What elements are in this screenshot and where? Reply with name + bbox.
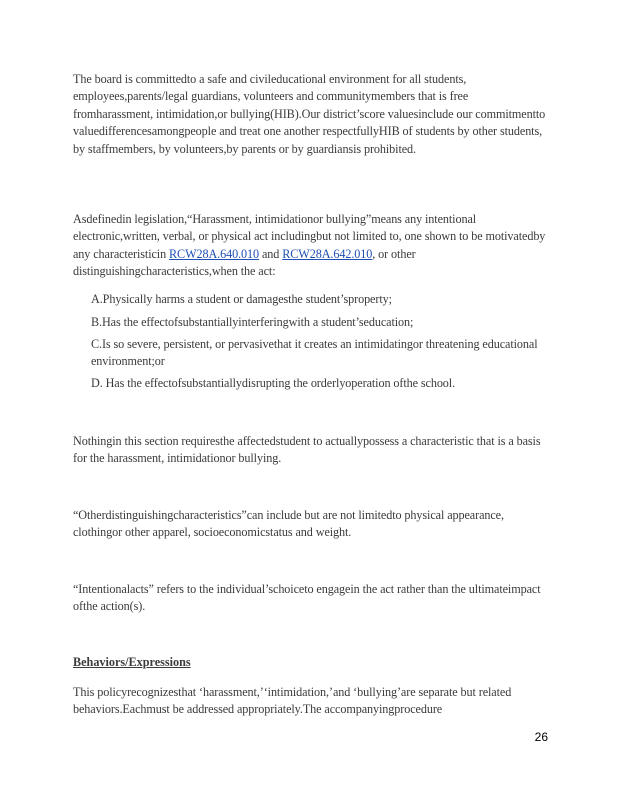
paragraph-policy-recognizes: This policyrecognizesthat ‘harassment,’‘intimidation,’and ‘bullying’are separate but related behaviors.Eachmust be addressed appropriately.The accompanyingprocedure <box>73 685 512 717</box>
paragraph-other-characteristics: “Otherdistinguishingcharacteristics”can include but are not limitedto physical appearance, clothingor other apparel, socioeconomicstatus and weight. <box>73 508 504 540</box>
definition-text-and: and <box>259 246 283 261</box>
list-item-b: B.Has the effectofsubstantiallyinterferingwith a student’seducation; <box>91 315 414 329</box>
paragraph-nothing-requires: Nothingin this section requiresthe affectedstudent to actuallypossess a characteristic that is a basis for the harassment, intimidationor bullying. <box>73 434 541 466</box>
definition-text-end: , or other distinguishingcharacteristics,when the act: <box>73 246 416 279</box>
paragraph-intentional-acts: “Intentionalacts” refers to the individual’schoiceto engagein the act rather than the ultimateimpact ofthe action(s). <box>73 582 541 614</box>
definition-text-start: Asdefinedin legislation,“Harassment, intimidationor bullying”means any intentional electronic,written, verbal, or physical act includingbut not limited to, one shown to be motivatedby any characteristicin <box>73 212 546 261</box>
paragraph-hib-definition <box>73 211 549 281</box>
list-item-a: A.Physically harms a student or damagesthe student’sproperty; <box>91 292 392 306</box>
rcw-link-640[interactable]: RCW28A.640.010 <box>169 246 260 261</box>
list-item-d: D. Has the effectofsubstantiallydisrupting the orderlyoperation ofthe school. <box>91 376 456 390</box>
paragraph-board-commitment: The board is committedto a safe and civileducational environment for all students, employees,parents/legal guardians, volunteers and communitymembers that is free fromharassment, intimidation,or bullying(HIB).Our district’score valuesinclude our commitmentto valuedifferencesamongpeople and treat one another respectfullyHIB of students by other students, by staffmembers, by volunteers,by parents or by guardiansis prohibited. <box>73 72 546 156</box>
section-heading-behaviors: Behaviors/Expressions <box>73 655 191 669</box>
page-number: 26 <box>534 730 548 744</box>
rcw-link-642[interactable]: RCW28A.642.010 <box>282 246 373 261</box>
list-item-c: C.Is so severe, persistent, or pervasivethat it creates an intimidatingor threatening educational environment;or <box>91 337 538 369</box>
